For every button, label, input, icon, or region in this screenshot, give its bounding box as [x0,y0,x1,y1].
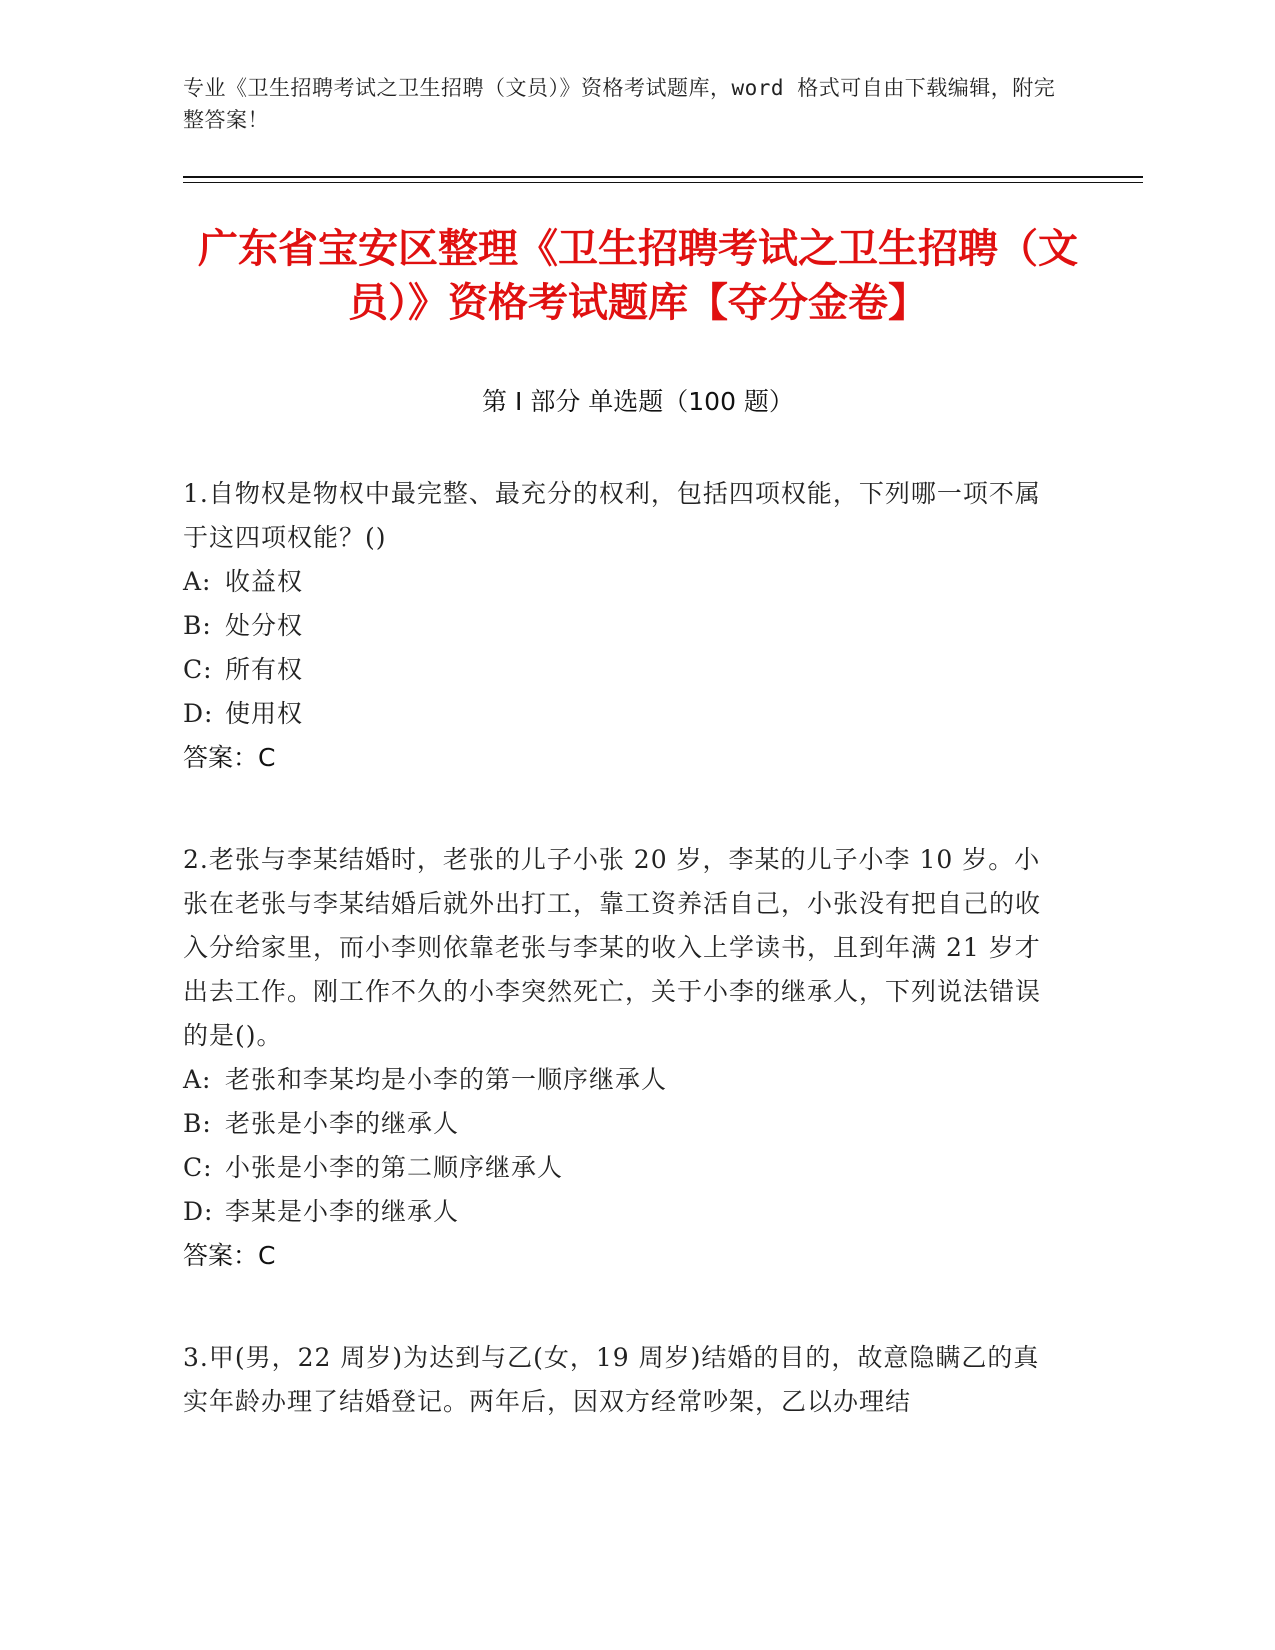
option-key: A: [183,567,212,596]
section-title: 第 I 部分 单选题（100 题） [482,387,794,416]
option-text: 老张和李某均是小李的第一顺序继承人 [225,1065,668,1094]
option-key: C: [183,655,213,684]
option-d [183,692,1063,736]
header-note: 专业《卫生招聘考试之卫生招聘（文员）》资格考试题库，word 格式可自由下载编辑，附完整答案！ [183,76,1056,132]
question-3 [183,1336,1063,1424]
option-b [183,1102,1063,1146]
option-text: 收益权 [225,567,304,596]
header-rule-thick [183,176,1143,178]
option-key: A: [183,1065,212,1094]
option-c [183,1146,1063,1190]
question-1 [183,472,1063,780]
option-d [183,1190,1063,1234]
option-key: B: [183,1109,212,1138]
option-key: C: [183,1153,213,1182]
option-key: D: [183,1197,214,1226]
option-a [183,1058,1063,1102]
question-list [183,472,1063,1482]
option-text: 使用权 [225,699,304,728]
answer: 答案：C [183,743,276,772]
option-a [183,560,1063,604]
option-text: 小张是小李的第二顺序继承人 [225,1153,564,1182]
option-b [183,604,1063,648]
option-text: 所有权 [225,655,304,684]
question-2 [183,838,1063,1278]
question-stem: 2.老张与李某结婚时，老张的儿子小张 20 岁，李某的儿子小李 10 岁。小张在老张与李某结婚后就外出打工，靠工资养活自己，小张没有把自己的收入分给家里，而小李则依靠老张与李某的收入上学读书，且到年满 21 岁才出去工作。刚工作不久的小李突然死亡，关于小李的继承人，下列说法错误的是()。 [183,845,1042,1050]
question-stem: 1.自物权是物权中最完整、最充分的权利，包括四项权能，下列哪一项不属于这四项权能？() [183,479,1041,552]
option-c [183,648,1063,692]
option-key: D: [183,699,214,728]
option-text: 处分权 [225,611,304,640]
option-text: 李某是小李的继承人 [225,1197,460,1226]
answer: 答案：C [183,1241,276,1270]
document-title: 广东省宝安区整理《卫生招聘考试之卫生招聘（文员）》资格考试题库【夺分金卷】 [198,226,1078,326]
option-key: B: [183,611,212,640]
header-rule-thin [183,182,1143,183]
question-stem: 3.甲(男，22 周岁)为达到与乙(女，19 周岁)结婚的目的，故意隐瞒乙的真实年龄办理了结婚登记。两年后，因双方经常吵架，乙以办理结 [183,1343,1040,1416]
option-text: 老张是小李的继承人 [225,1109,460,1138]
